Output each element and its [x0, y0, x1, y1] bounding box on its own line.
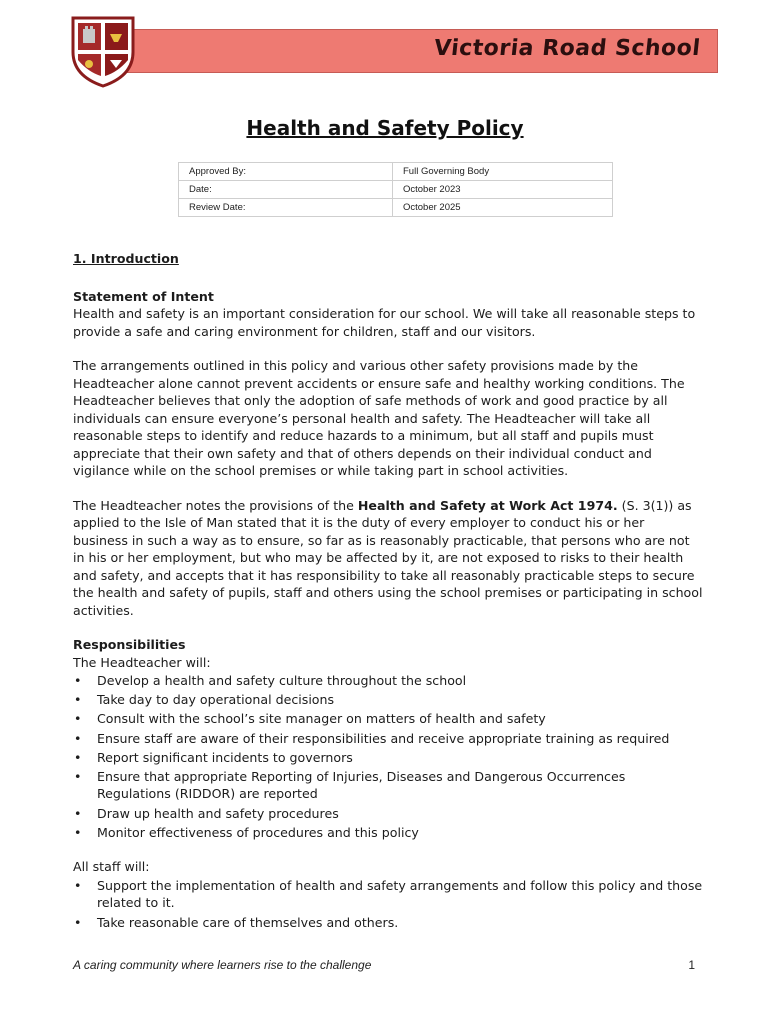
list-item: • Ensure that appropriate Reporting of Injuries, Diseases and Dangerous Occurrences Regulations (RIDDOR) are reported: [73, 768, 703, 803]
school-name: Victoria Road School: [432, 36, 702, 61]
list-item: • Report significant incidents to governors: [73, 749, 703, 767]
footer-motto: A caring community where learners rise to the challenge: [73, 958, 372, 972]
act-name: Health and Safety at Work Act 1974.: [357, 497, 618, 513]
approval-table: [178, 162, 613, 217]
staff-list: [73, 877, 703, 931]
list-item: • Take day to day operational decisions: [73, 691, 703, 709]
list-item: • Support the implementation of health and safety arrangements and follow this policy and those related to it.: [73, 877, 703, 912]
page-number: 1: [688, 958, 695, 972]
page-title: Health and Safety Policy: [246, 116, 524, 140]
table-cell-value: October 2025: [393, 199, 613, 217]
school-crest-icon: [70, 14, 136, 88]
table-cell-label: Approved By:: [179, 163, 393, 181]
table-cell-label: Review Date:: [179, 199, 393, 217]
act-text-post: (S. 3(1)) as applied to the Isle of Man stated that it is the duty of every employer to conduct his or her business in such a way as to ensure, so far as is reasonably practicable, that persons who are not in his or her employment, but who may be affected by it, are not exposed to risks to their health and safety, and accepts that it has responsibility to take all reasonably practicable steps to secure the health and safety of pupils, staff and others using the school premises or participating in school activities.: [73, 497, 703, 618]
list-item: • Monitor effectiveness of procedures and this policy: [73, 824, 703, 842]
list-item: • Ensure staff are aware of their responsibilities and receive appropriate training as required: [73, 730, 703, 748]
document-body: [73, 250, 703, 933]
paragraph-arrangements: The arrangements outlined in this policy and various other safety provisions made by the Headteacher alone cannot prevent accidents or ensure safe and healthy working conditions. The Headteacher believes that only the adoption of safe methods of work and good practice by all individuals can ensure everyone’s personal health and safety. The Headteacher will take all reasonable steps to identify and reduce hazards to a minimum, but all staff and pupils must appreciate that their own safety and that of others depends on their individual conduct and vigilance while on the school premises or while taking part in school activities.: [73, 358, 685, 478]
table-row: [179, 181, 613, 199]
list-item: • Take reasonable care of themselves and others.: [73, 914, 703, 932]
paragraph-act: [73, 497, 703, 620]
act-text-pre: The Headteacher notes the provisions of the: [73, 497, 358, 513]
section-heading: 1. Introduction: [73, 251, 179, 266]
staff-intro: All staff will:: [73, 859, 150, 875]
responsibilities-heading: Responsibilities: [73, 637, 186, 652]
list-item: • Draw up health and safety procedures: [73, 805, 703, 823]
list-item: • Consult with the school’s site manager on matters of health and safety: [73, 710, 703, 728]
statement-heading: Statement of Intent: [73, 288, 214, 304]
table-cell-value: Full Governing Body: [393, 163, 613, 181]
list-item: • Develop a health and safety culture throughout the school: [73, 672, 703, 690]
statement-text: Health and safety is an important consideration for our school. We will take all reasonable steps to provide a safe and caring environment for children, staff and our visitors.: [73, 306, 696, 339]
table-cell-value: October 2023: [393, 181, 613, 199]
headteacher-list: [73, 672, 703, 841]
table-cell-label: Date:: [179, 181, 393, 199]
table-row: [179, 163, 613, 181]
table-row: [179, 199, 613, 217]
headteacher-intro: The Headteacher will:: [73, 654, 211, 670]
